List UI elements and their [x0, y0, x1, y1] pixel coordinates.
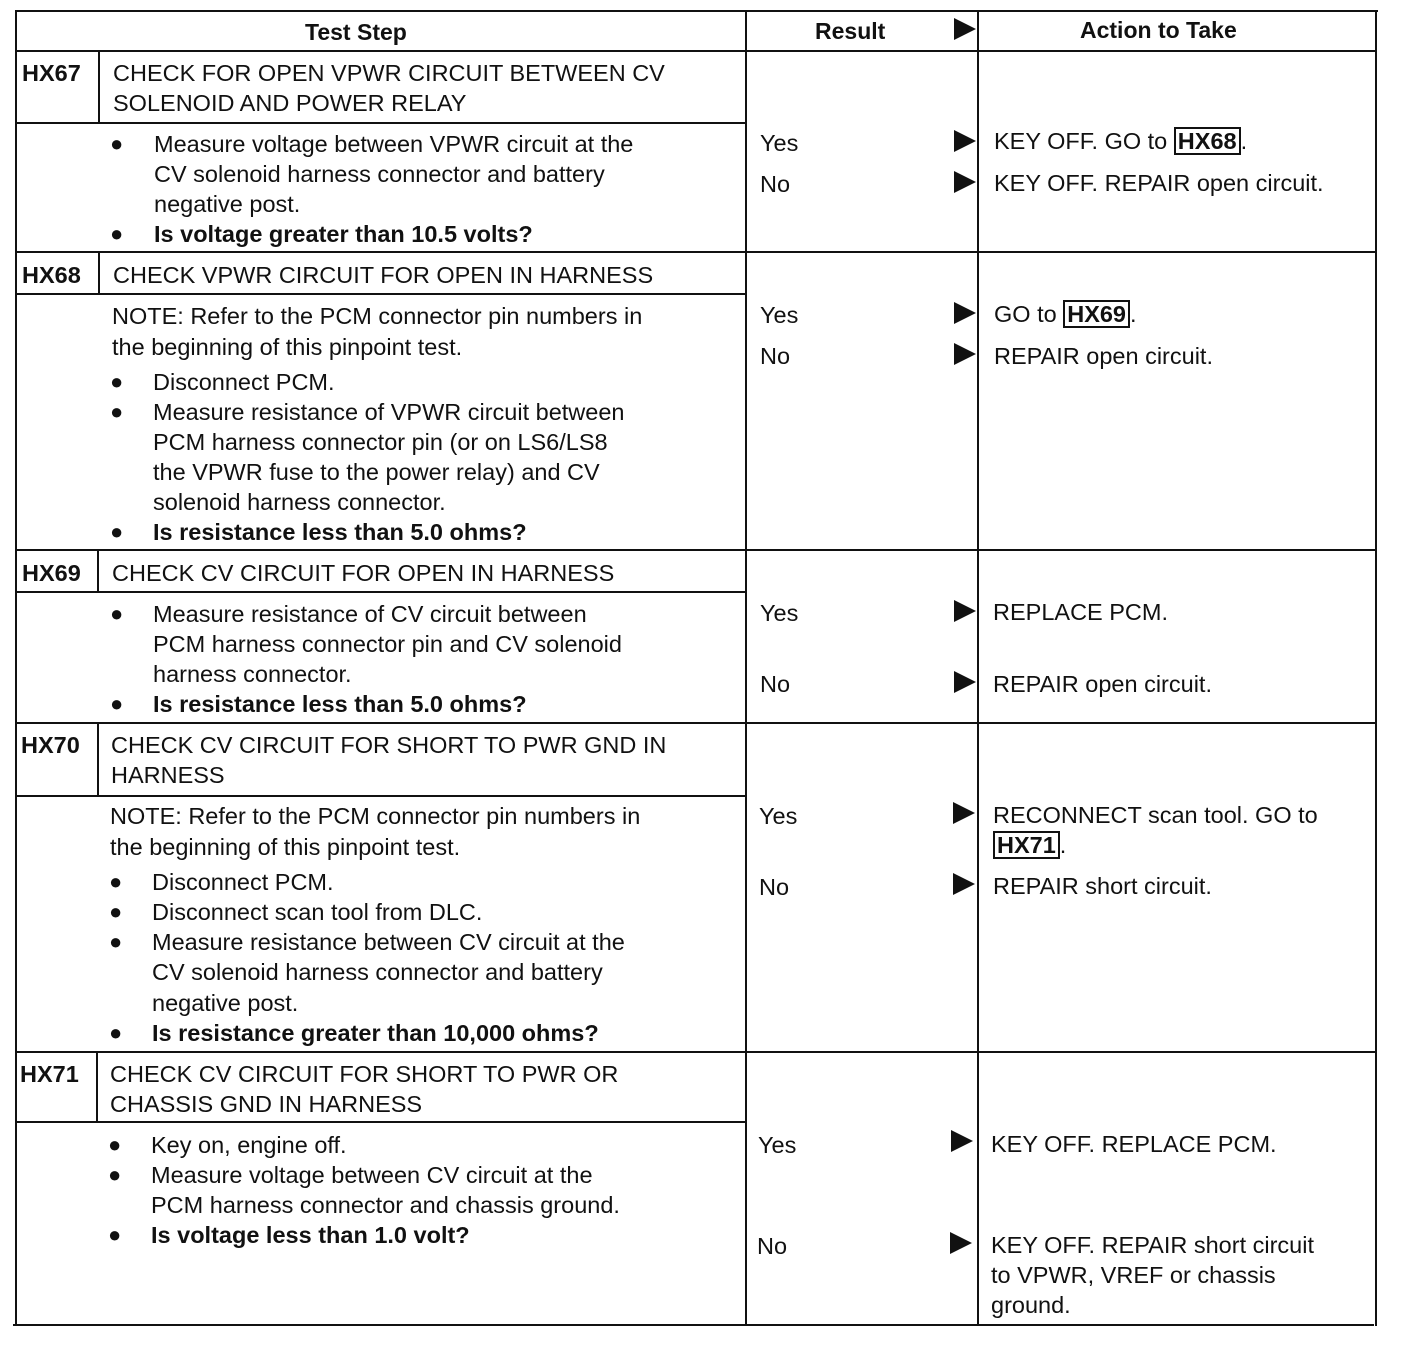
bullet-line: PCM harness connector pin (or on LS6/LS8 [153, 429, 608, 455]
arrow-icon [954, 130, 976, 152]
bullet-line: negative post. [152, 990, 299, 1016]
bullet-icon: ● [108, 1162, 122, 1187]
result-yes: Yes [758, 1132, 797, 1158]
step-title-line: CHECK VPWR CIRCUIT FOR OPEN IN HARNESS [113, 262, 654, 288]
bullet-icon: ● [110, 399, 124, 424]
result-yes: Yes [759, 803, 798, 829]
step-title-line: HARNESS [111, 762, 225, 788]
result-no: No [757, 1233, 788, 1259]
action-yes: KEY OFF. GO to HX68 . [994, 128, 1248, 154]
step-id: HX68 [22, 262, 81, 288]
bullet-icon: ● [109, 929, 123, 954]
title-divider [15, 122, 746, 124]
table-border-top [15, 10, 1378, 12]
row-divider [15, 722, 1377, 724]
header-result: Result [815, 18, 886, 44]
bullet-line: Measure resistance of VPWR circuit between [153, 399, 625, 425]
action-no-line: KEY OFF. REPAIR short circuit [991, 1232, 1314, 1258]
bullet-line: the VPWR fuse to the power relay) and CV [153, 459, 600, 485]
note-line: NOTE: Refer to the PCM connector pin numbers in [112, 303, 643, 329]
step-reference[interactable]: HX71 [993, 831, 1060, 859]
step-title-line: CHECK CV CIRCUIT FOR OPEN IN HARNESS [112, 560, 615, 586]
result-yes: Yes [760, 600, 799, 626]
arrow-icon [951, 1130, 973, 1152]
header-divider [15, 50, 1377, 52]
bullet-icon: ● [110, 131, 124, 156]
row-divider [15, 1051, 1377, 1053]
bullet-line: PCM harness connector pin and CV solenoid [153, 631, 622, 657]
action-no-line: to VPWR, VREF or chassis [991, 1262, 1276, 1288]
arrow-icon [954, 671, 976, 693]
note-line: the beginning of this pinpoint test. [110, 834, 461, 860]
bullet-icon: ● [110, 691, 124, 716]
bullet-line: PCM harness connector and chassis ground. [151, 1192, 620, 1218]
action-yes: KEY OFF. REPLACE PCM. [991, 1131, 1277, 1157]
result-yes: Yes [760, 302, 799, 328]
bullet-icon: ● [110, 369, 124, 394]
step-title-line: CHECK CV CIRCUIT FOR SHORT TO PWR OR [110, 1061, 619, 1087]
bullet-line: negative post. [154, 191, 301, 217]
action-no-line: ground. [991, 1292, 1071, 1318]
bullet-icon: ● [109, 899, 123, 924]
id-cell-divider [96, 1051, 98, 1123]
title-divider [15, 293, 746, 295]
bullet-line: CV solenoid harness connector and battery [154, 161, 605, 187]
header-test-step: Test Step [305, 19, 407, 45]
id-cell-divider [97, 549, 99, 593]
action-yes: GO to HX69 . [994, 301, 1137, 327]
column-divider-result [745, 10, 747, 1326]
bullet-line: Disconnect scan tool from DLC. [152, 899, 483, 925]
bullet-line: Measure resistance of CV circuit between [153, 601, 587, 627]
step-title-line: CHECK FOR OPEN VPWR CIRCUIT BETWEEN CV [113, 60, 665, 86]
bullet-line: Measure voltage between VPWR circuit at the [154, 131, 634, 157]
bullet-line: CV solenoid harness connector and battery [152, 959, 603, 985]
bullet-line: harness connector. [153, 661, 352, 687]
bullet-question: Is voltage greater than 10.5 volts? [154, 221, 533, 247]
arrow-icon [954, 343, 976, 365]
arrow-icon [953, 802, 975, 824]
note-line: the beginning of this pinpoint test. [112, 334, 463, 360]
bullet-line: Measure voltage between CV circuit at the [151, 1162, 593, 1188]
action-yes-line: HX71 . [993, 830, 1066, 860]
step-id: HX70 [21, 732, 80, 758]
id-cell-divider [98, 50, 100, 124]
step-id: HX69 [22, 560, 81, 586]
bullet-icon: ● [110, 221, 124, 246]
step-id: HX71 [20, 1061, 79, 1087]
bullet-question: Is resistance less than 5.0 ohms? [153, 691, 527, 717]
arrow-icon [950, 1232, 972, 1254]
step-reference[interactable]: HX68 [1174, 127, 1241, 155]
bullet-line: Disconnect PCM. [152, 869, 334, 895]
step-title-line: CHECK CV CIRCUIT FOR SHORT TO PWR GND IN [111, 732, 667, 758]
arrow-icon [954, 171, 976, 193]
title-divider [15, 795, 746, 797]
action-yes-line: RECONNECT scan tool. GO to [993, 802, 1318, 828]
arrow-icon [954, 600, 976, 622]
result-no: No [760, 343, 791, 369]
bullet-icon: ● [108, 1132, 122, 1157]
action-no: REPAIR open circuit. [994, 343, 1213, 369]
action-no: REPAIR open circuit. [993, 671, 1212, 697]
table-border-right [1375, 10, 1377, 1326]
table-border-bottom [13, 1324, 1374, 1326]
arrow-icon [954, 302, 976, 324]
bullet-line: Disconnect PCM. [153, 369, 335, 395]
note-line: NOTE: Refer to the PCM connector pin numbers in [110, 803, 641, 829]
result-no: No [759, 874, 790, 900]
title-divider [15, 1121, 746, 1123]
bullet-question: Is resistance less than 5.0 ohms? [153, 519, 527, 545]
result-no: No [760, 171, 791, 197]
row-divider [15, 251, 1377, 253]
step-id: HX67 [22, 60, 81, 86]
row-divider [15, 549, 1377, 551]
bullet-question: Is voltage less than 1.0 volt? [151, 1222, 470, 1248]
bullet-line: Key on, engine off. [151, 1132, 347, 1158]
step-title-line: SOLENOID AND POWER RELAY [113, 90, 467, 116]
bullet-icon: ● [109, 869, 123, 894]
bullet-line: Measure resistance between CV circuit at the [152, 929, 625, 955]
header-arrow-icon [954, 18, 976, 40]
bullet-icon: ● [110, 601, 124, 626]
bullet-icon: ● [108, 1222, 122, 1247]
step-reference[interactable]: HX69 [1063, 300, 1130, 328]
bullet-icon: ● [110, 519, 124, 544]
bullet-question: Is resistance greater than 10,000 ohms? [152, 1020, 599, 1046]
table-border-left [15, 10, 17, 1326]
column-divider-action [977, 10, 979, 1326]
action-yes: REPLACE PCM. [993, 599, 1168, 625]
step-title-line: CHASSIS GND IN HARNESS [110, 1091, 423, 1117]
result-yes: Yes [760, 130, 799, 156]
id-cell-divider [97, 722, 99, 797]
bullet-line: solenoid harness connector. [153, 489, 446, 515]
action-no: KEY OFF. REPAIR open circuit. [994, 170, 1324, 196]
bullet-icon: ● [109, 1020, 123, 1045]
header-action: Action to Take [1080, 17, 1237, 43]
result-no: No [760, 671, 791, 697]
id-cell-divider [98, 251, 100, 295]
title-divider [15, 591, 746, 593]
arrow-icon [953, 873, 975, 895]
action-no: REPAIR short circuit. [993, 873, 1212, 899]
